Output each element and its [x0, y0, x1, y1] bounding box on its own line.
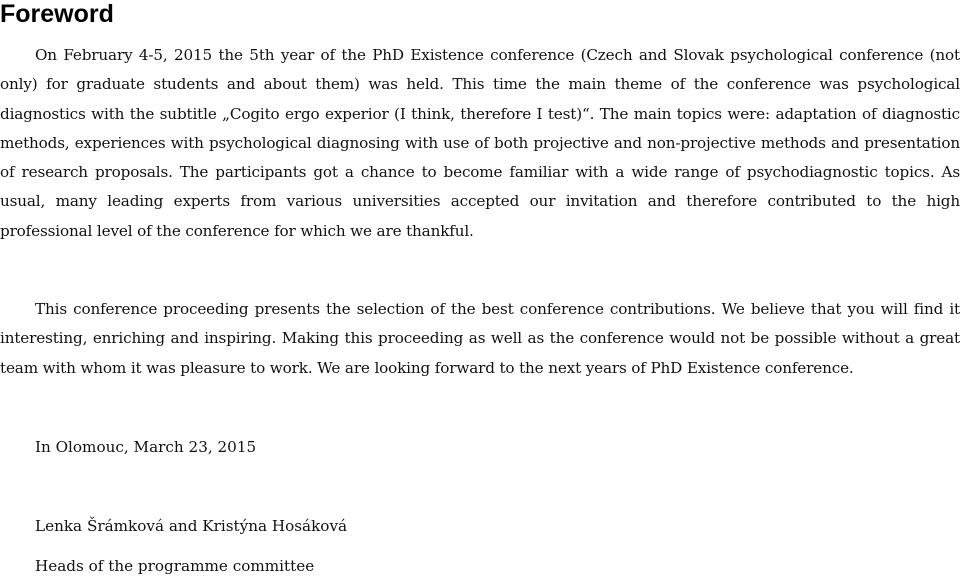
place-date: In Olomouc, March 23, 2015 [35, 438, 257, 456]
foreword-paragraph-2: This conference proceeding presents the selection of the best conference contributions. We believe that you will find it interesting, enriching and inspiring. Making this proceeding as well as the conference would not be possible without a great team with whom it was pleasure to work. We are looking forward to the next years of PhD Existence conference. [0, 300, 960, 377]
signature-role: Heads of the programme committee [35, 557, 315, 575]
foreword-paragraph-1: On February 4-5, 2015 the 5th year of the PhD Existence conference (Czech and Slovak psychological conference (not only) for graduate students and about them) was held. This time the main theme of the conference was psychological diagnostics with the subtitle „Cogito ergo experior (I think, therefore I test)“. The main topics were: adaptation of diagnostic methods, experiences with psychological diagnosing with use of both projective and non-projective methods and presentation of research proposals. The participants got a chance to become familiar with a wide range of psychodiagnostic topics. As usual, many leading experts from various universities accepted our invitation and therefore contributed to the high professional level of the conference for which we are thankful. [0, 46, 960, 240]
signature-authors: Lenka Šrámková and Kristýna Hosáková [35, 517, 348, 535]
page-title: Foreword [0, 0, 114, 28]
